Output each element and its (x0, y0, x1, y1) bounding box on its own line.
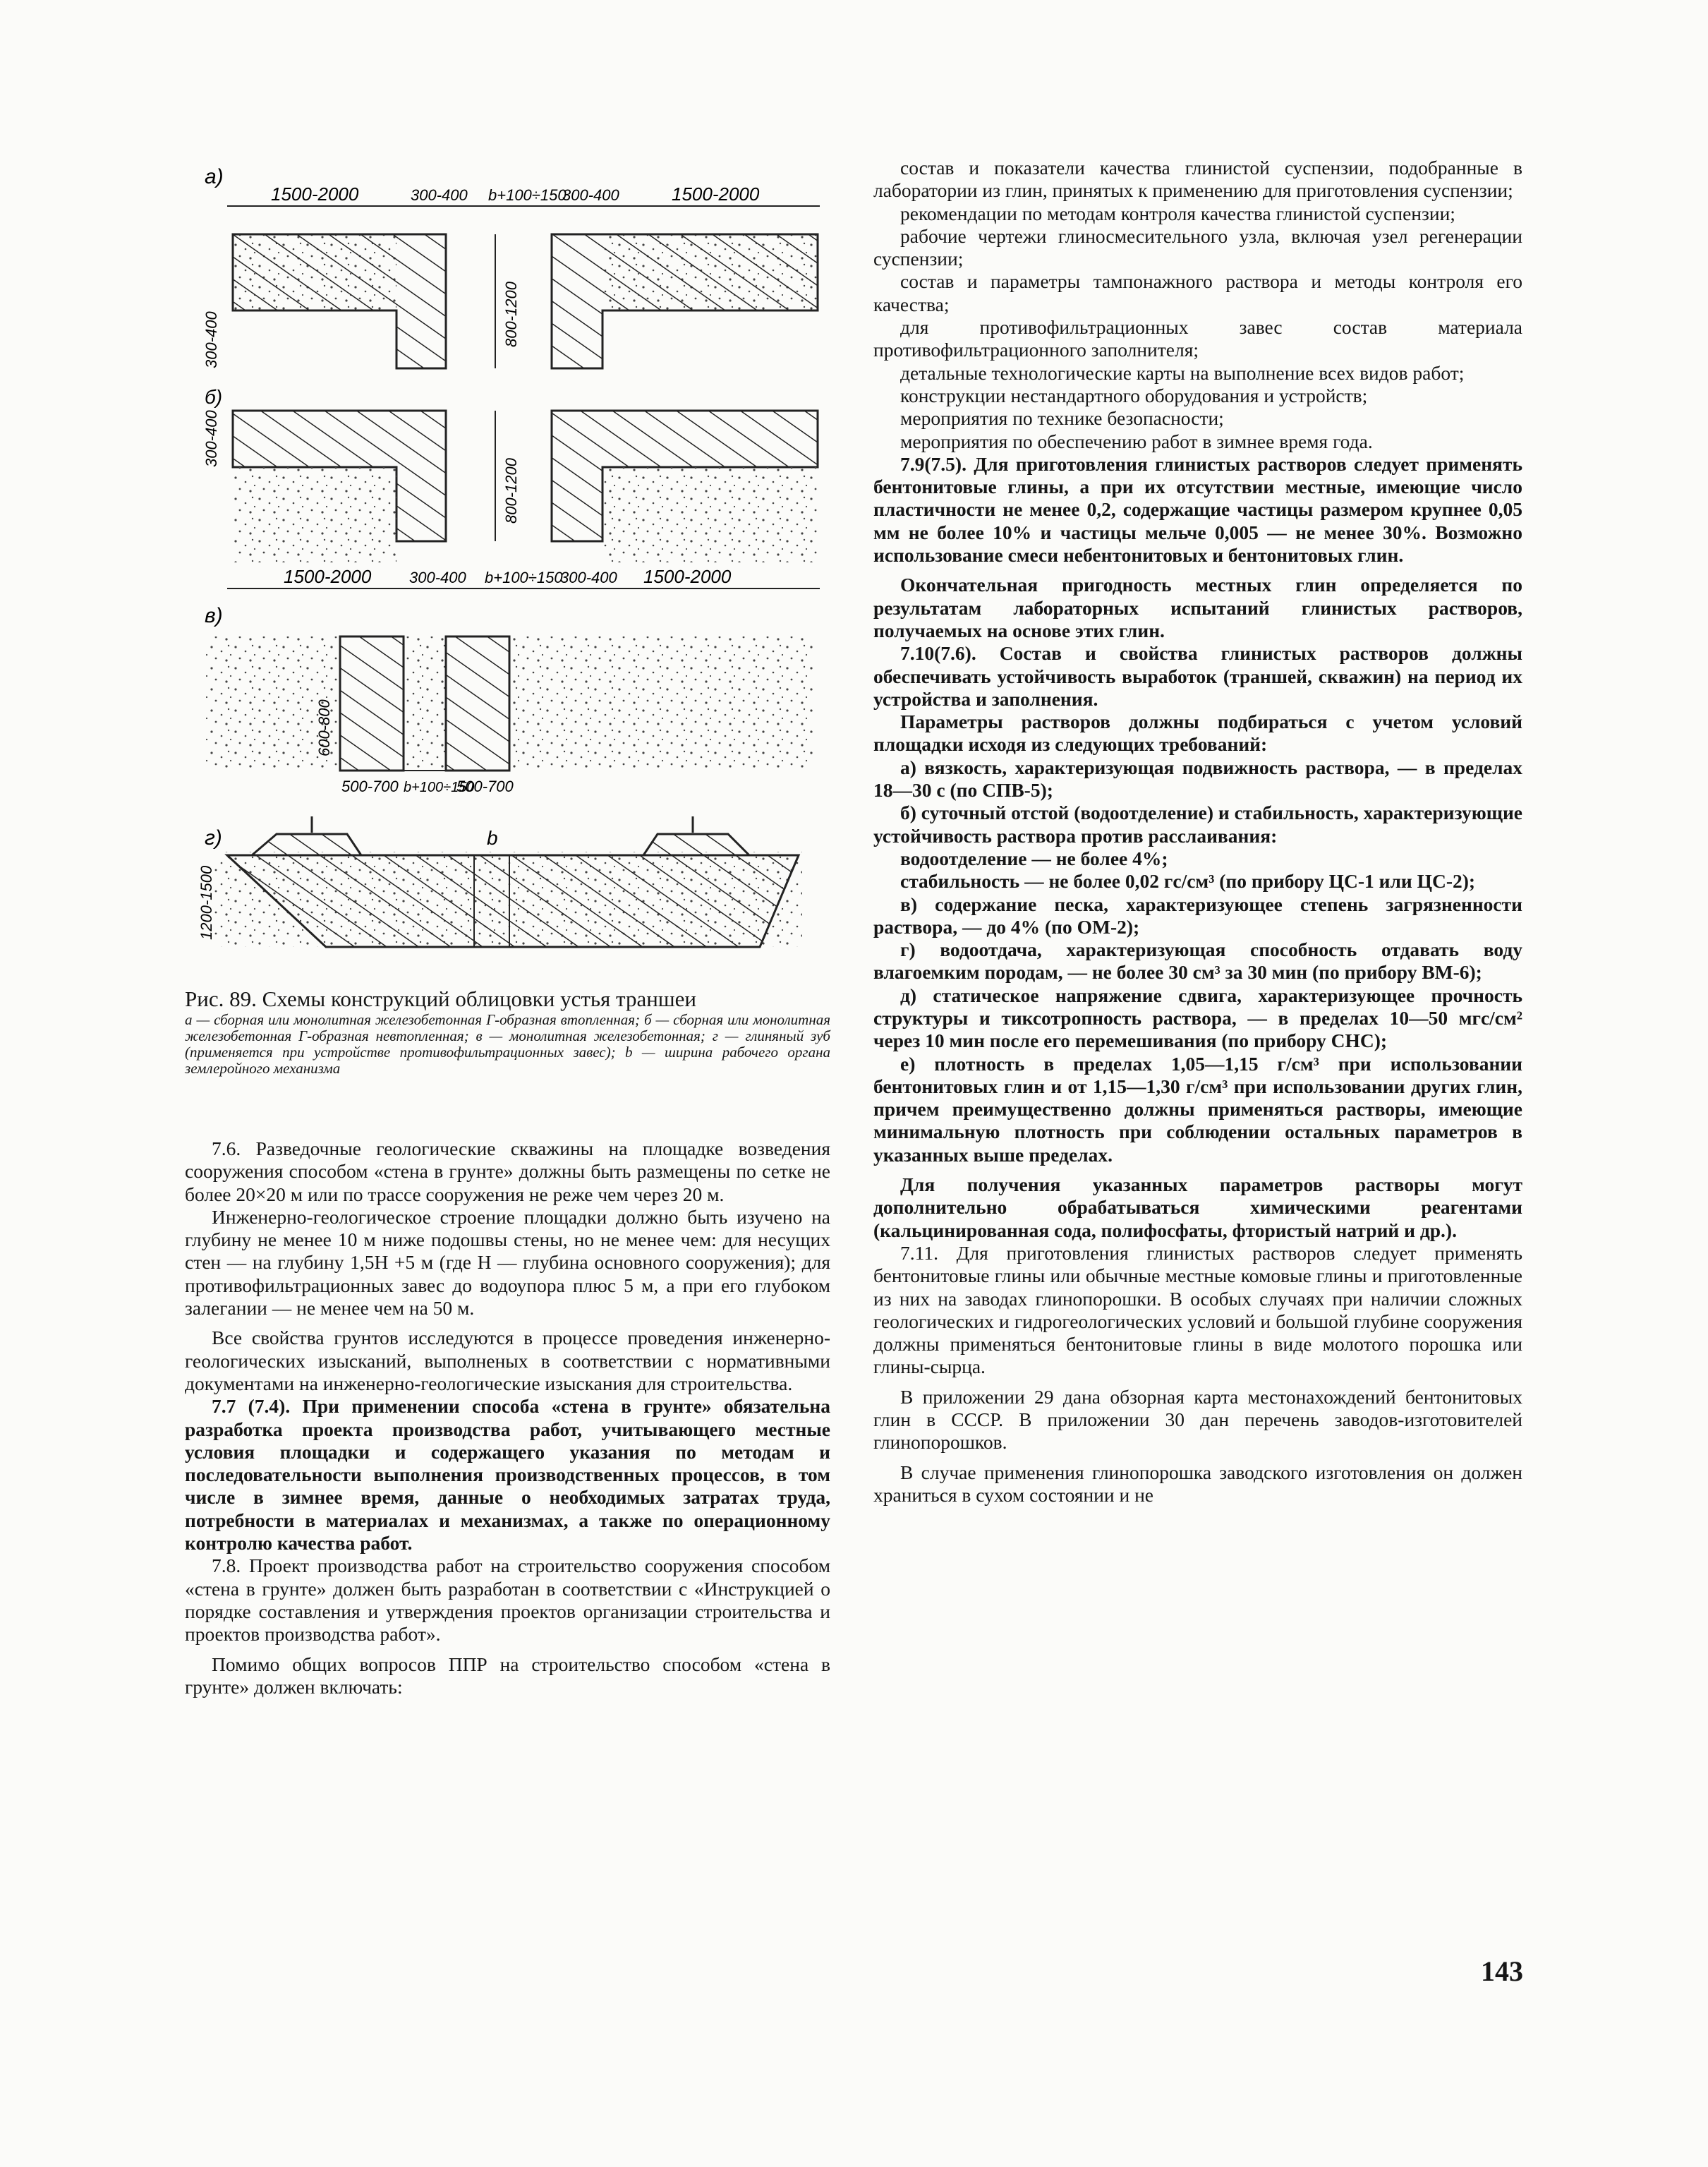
paragraph-7-8: 7.8. Проект производства работ на строительство сооружения способом «стена в грунте» должен быть разработан в соответствии с «Инструкцией о порядке составления и утверждения проектов организации строительства и проектов производства работ». (185, 1555, 830, 1646)
dim-a-300-400-right: 300-400 (562, 186, 619, 204)
right-column-text (873, 157, 1522, 1507)
dim-v-b100-150: b+100÷150 (404, 780, 475, 795)
paragraph: Инженерно-геологическое строение площадки должно быть изучено на глубину не менее 10 м ниже подошвы стены, но не менее чем: для несущих стен — на глубину 1,5H +5 м (где H — глубина основного сооружения); для противофильтрационных завес до водоупора плюс 5 м, а при его глубоком залегании — не менее чем на 50 м. (185, 1205, 830, 1320)
list-item: состав и параметры тампонажного раствора и методы контроля его качества; (873, 270, 1522, 315)
figure-89 (185, 157, 830, 975)
paragraph-7-9: 7.9(7.5). Для приготовления глинистых растворов следует применять бентонитовые глины, а при их отсутствии местные, имеющие число пластичности не менее 0,2, содержащие частицы размером крупнее 0,05 мм не более 10% и частицы мельче 0,005 — не менее 30%. Возможно использование смеси небентонитовых и бентонитовых глин. (873, 452, 1522, 567)
paragraph: Окончательная пригодность местных глин определяется по результатам лабораторных испытаний глинистых растворов, получаемых на основе этих глин. (873, 574, 1522, 641)
requirement-b-item: водоотделение — не более 4%; (900, 847, 1168, 869)
requirement-d: д) статическое напряжение сдвига, характеризующее прочность структуры и тиксотропность раствора, — в пределах 10—50 мгс/см² через 10 мин после его перемешивания (по прибору СНС); (873, 984, 1522, 1052)
paragraph-7-6: 7.6. Разведочные геологические скважины на площадке возведения сооружения способом «стена в грунте» должны быть размещены по сетке не более 20×20 м или по трассе сооружения не реже чем через 20 м. (185, 1137, 830, 1205)
list-item: мероприятия по технике безопасности; (900, 407, 1224, 430)
paragraph: Помимо общих вопросов ППР на строительство способом «стена в грунте» должен включать: (185, 1653, 830, 1698)
dim-v-500-700-right: 500-700 (456, 778, 514, 795)
requirement-b: б) суточный отстой (водоотделение) и стабильность, характеризующие устойчивость раствора против расслаивания: (873, 802, 1522, 847)
dim-b-1500-2000-left: 1500-2000 (284, 566, 372, 587)
figure-caption (185, 986, 830, 1077)
caption-title: Рис. 89. Схемы конструкций облицовки устья траншеи (185, 986, 697, 1011)
panel-label-b: б) (205, 386, 223, 408)
paragraph: Для получения указанных параметров растворы могут дополнительно обрабатываться химическими реагентами (кальцинированная сода, полифосфаты, фтористый натрий и др.). (873, 1173, 1522, 1241)
paragraph: Параметры растворов должны подбираться с учетом условий площадки исходя из следующих требований: (873, 711, 1522, 756)
dim-b-300-400-vert: 300-400 (202, 410, 220, 467)
dim-g-b: b (487, 827, 498, 849)
list-item: рабочие чертежи глиносмесительного узла, включая узел регенерации суспензии; (873, 224, 1522, 270)
dim-a-1500-2000-left: 1500-2000 (271, 183, 359, 205)
list-item: мероприятия по обеспечению работ в зимнее время года. (900, 430, 1373, 452)
dim-b-300-400-left: 300-400 (409, 569, 466, 586)
paragraph: Все свойства грунтов исследуются в процессе проведения инженерно-геологических изысканий, выполненых в соответствии с нормативными документами на инженерно-геологические изыскания для строительства. (185, 1327, 830, 1394)
requirement-e: е) плотность в пределах 1,05—1,15 г/см³ при использовании бентонитовых глин и от 1,15—1,30 г/см³ при использовании других глин, причем преимущественно должны применяться растворы, имеющие минимальную плотность при соблюдении остальных параметров в указанных выше пределах. (873, 1052, 1522, 1166)
dim-v-600-800: 600-800 (315, 699, 333, 756)
dim-a-800-1200: 800-1200 (502, 282, 520, 347)
requirement-g: г) водоотдача, характеризующая способность отдавать воду влагоемким породам, — не более 30 см³ за 30 мин (по прибору ВМ-6); (873, 938, 1522, 984)
panel-label-g: г) (205, 826, 222, 850)
dim-b-1500-2000-right: 1500-2000 (643, 566, 732, 587)
paragraph-7-11: 7.11. Для приготовления глинистых растворов следует применять бентонитовые глины или обычные местные комовые глины и приготовленные из них на заводах глинопорошки. В особых случаях при наличии сложных геологических и гидрогеологических условий и большой глубине сооружения должны применяться бентонитовые глины в виде молотого порошка или глины-сырца. (873, 1241, 1522, 1378)
dim-a-1500-2000-right: 1500-2000 (672, 183, 760, 205)
page-number: 143 (1481, 1955, 1523, 1987)
list-item: конструкции нестандартного оборудования и устройств; (900, 384, 1368, 406)
list-item: детальные технологические карты на выполнение всех видов работ; (900, 361, 1465, 384)
dim-a-300-400-vert: 300-400 (202, 311, 220, 368)
dim-v-500-700-left: 500-700 (341, 778, 399, 795)
list-item: для противофильтрационных завес состав материала противофильтрационного заполнителя; (873, 316, 1522, 361)
paragraph: В приложении 29 дана обзорная карта местонахождений бентонитовых глин в СССР. В приложении 30 дан перечень заводов-изготовителей глинопорошков. (873, 1385, 1522, 1454)
dim-a-300-400-left: 300-400 (411, 186, 468, 204)
dim-b-300-400-right: 300-400 (560, 569, 617, 586)
dim-a-b100-150: b+100÷150 (488, 186, 567, 204)
dim-b-b100-150: b+100÷150 (485, 569, 563, 586)
caption-explanation: а — сборная или монолитная железобетонная Г-образная втопленная; б — сборная или монолитная железобетонная Г-образная невтопленная; в — монолитная железобетонная; г — глиняный зуб (применяется при устройстве противофильтрационных завес); b — ширина рабочего органа землеройного механизма (185, 1011, 830, 1077)
panel-label-a: а) (205, 165, 224, 188)
panel-label-v: в) (205, 604, 223, 627)
list-item: рекомендации по методам контроля качества глинистой суспензии; (900, 202, 1455, 224)
list-item: состав и показатели качества глинистой суспензии, подобранные в лаборатории из глин, принятых к применению для приготовления суспензии; (873, 157, 1522, 202)
dim-g-1200-1500: 1200-1500 (198, 865, 215, 940)
requirement-b-item: стабильность — не более 0,02 гс/см³ (по прибору ЦС-1 или ЦС-2); (900, 870, 1476, 893)
left-column-text (185, 1137, 830, 1698)
paragraph: В случае применения глинопорошка заводского изготовления он должен храниться в сухом состоянии и не (873, 1461, 1522, 1506)
dim-b-800-1200: 800-1200 (502, 458, 520, 524)
paragraph-7-10: 7.10(7.6). Состав и свойства глинистых растворов должны обеспечивать устойчивость выработок (траншей, скважин) на период их устройства и заполнения. (873, 642, 1522, 710)
requirement-a: а) вязкость, характеризующая подвижность раствора, — в пределах 18—30 с (по СПВ-5); (873, 756, 1522, 802)
requirement-v: в) содержание песка, характеризующее степень загрязненности раствора, — до 4% (по ОМ-2); (873, 893, 1522, 938)
paragraph-7-7: 7.7 (7.4). При применении способа «стена в грунте» обязательна разработка проекта производства работ, учитывающего местные условия площадки и содержащего указания по методам и последовательности выполнения производственных процессов, в том числе в зимнее время, данные о необходимых затратах труда, потребности в материалах и механизмах, а также по операционному контролю качества работ. (185, 1395, 830, 1555)
